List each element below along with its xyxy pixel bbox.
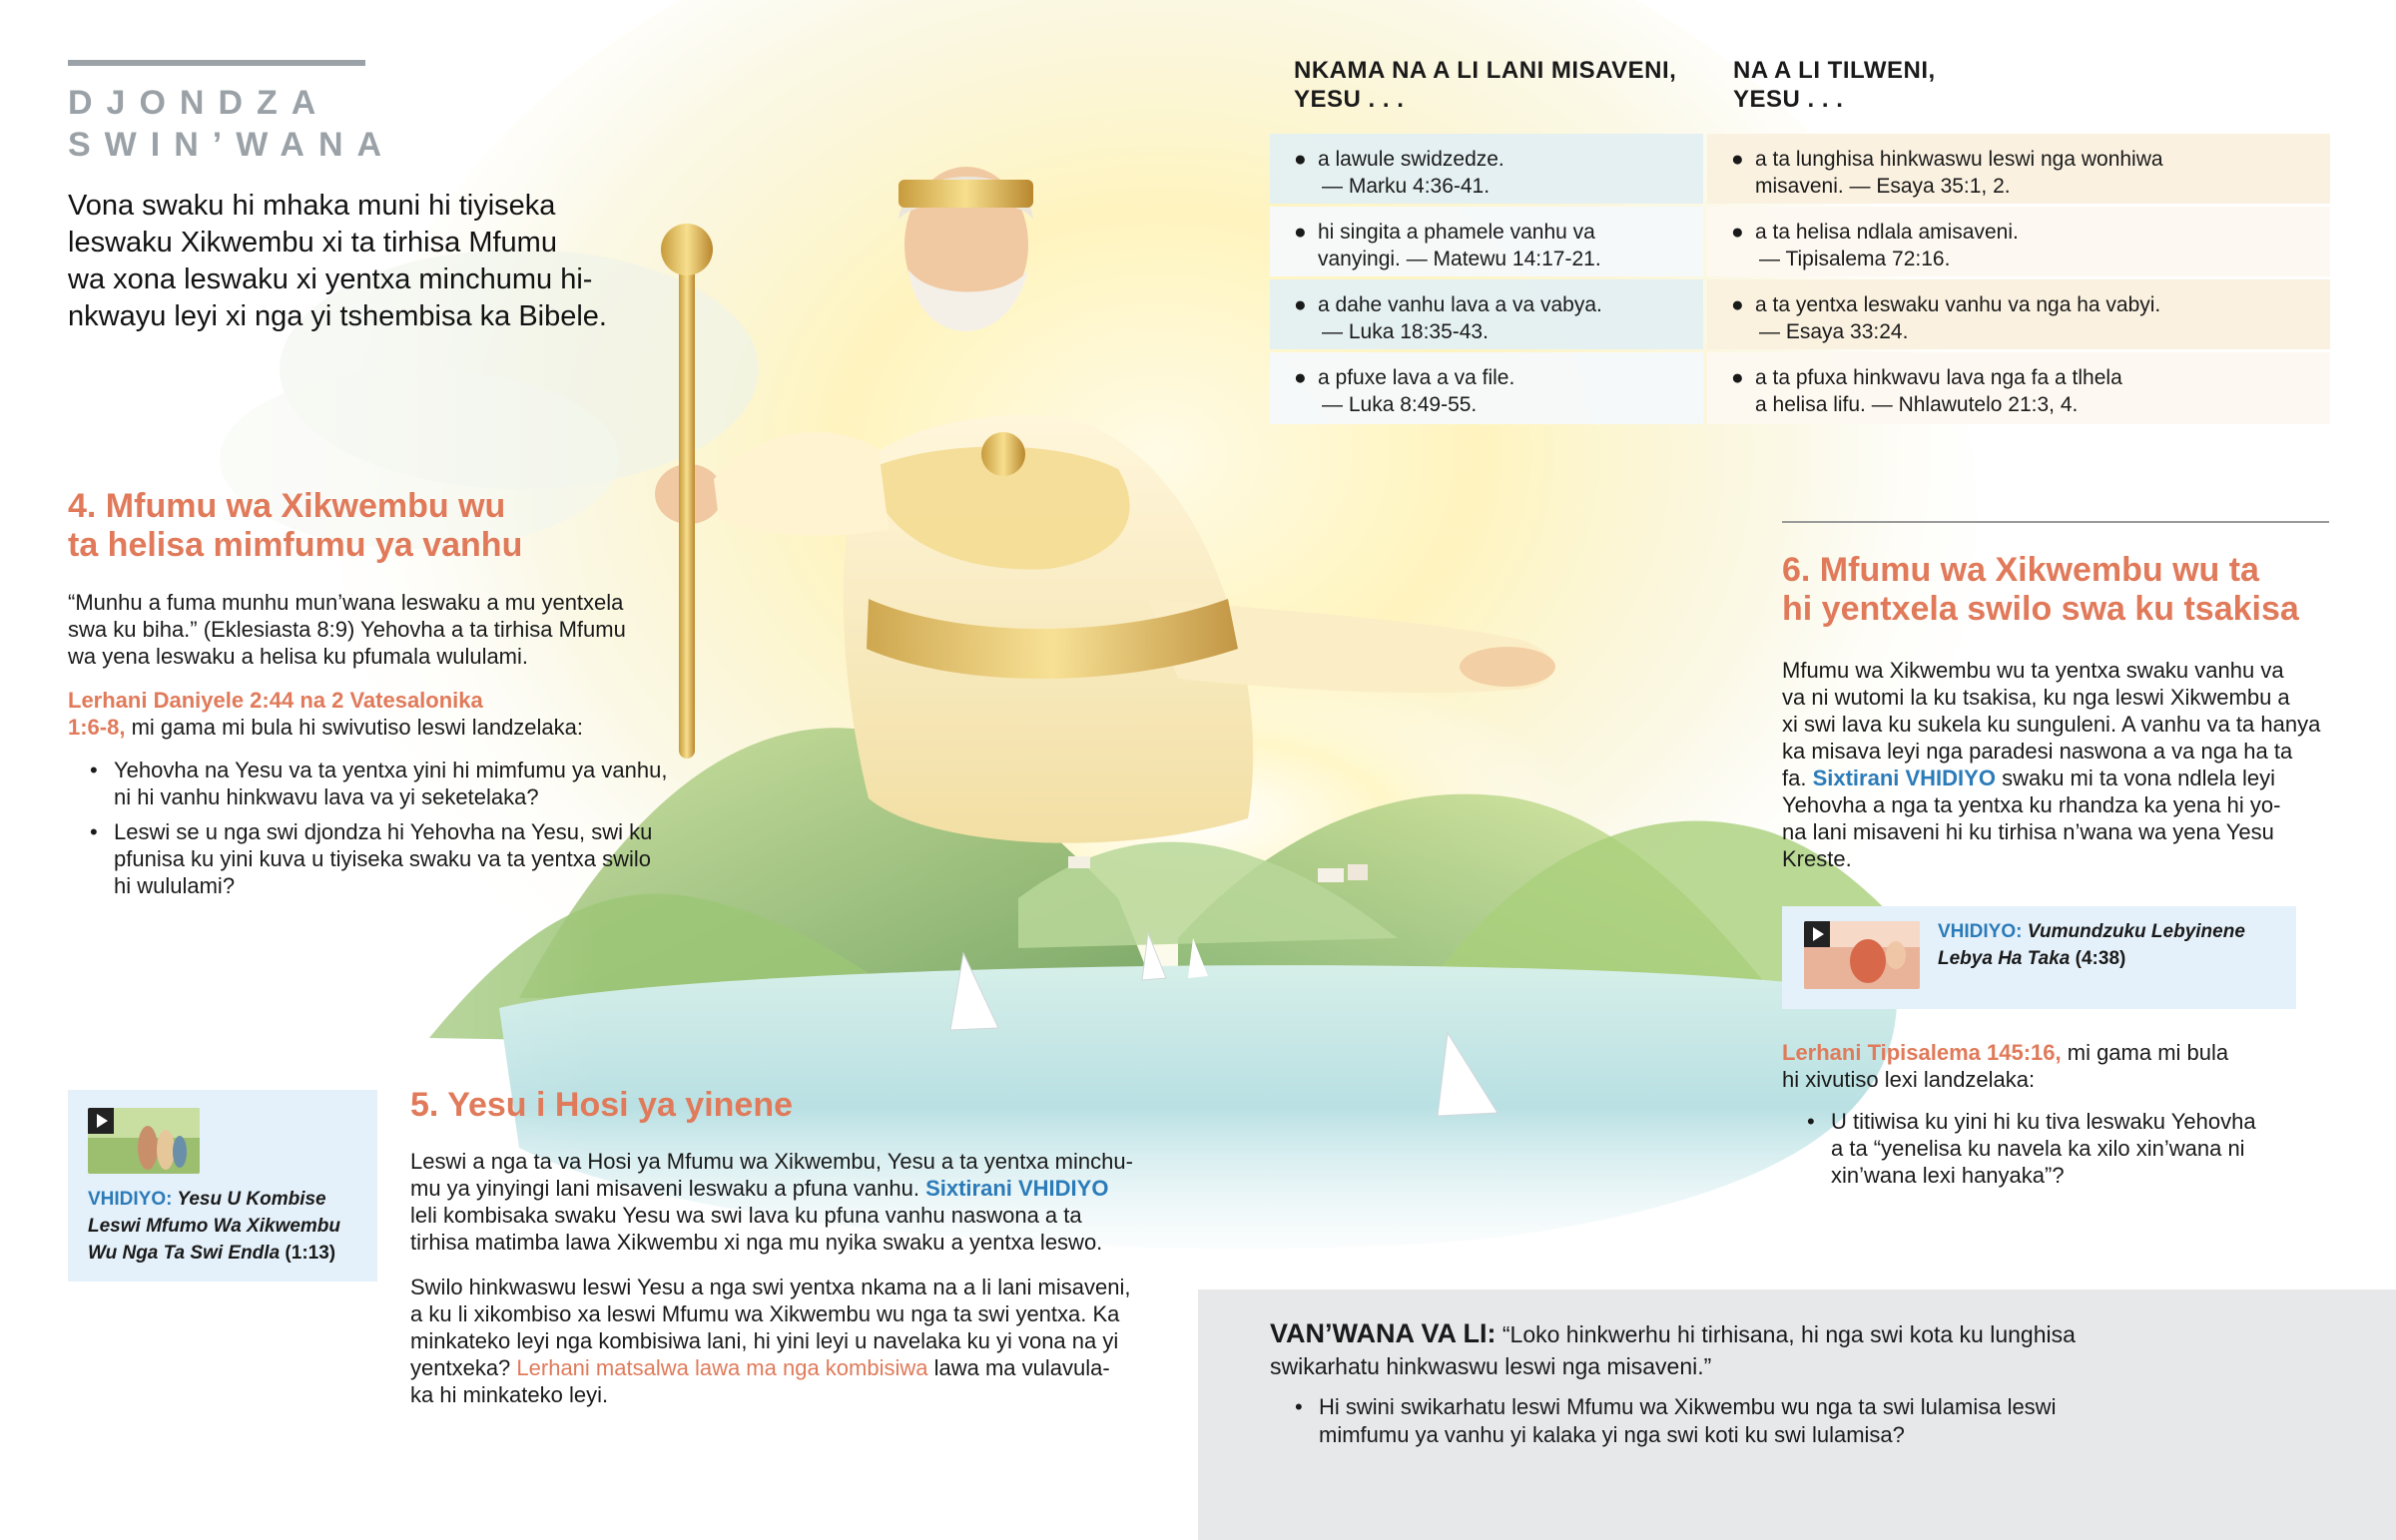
bullet: ● [1731,293,1744,316]
text-line: yentxeka? [410,1355,517,1380]
cell-line: a ta lunghisa hinkwaswu leswi nga wonhiwa [1755,148,2163,171]
section-5-title: 5. Yesu i Hosi ya yinene [410,1086,794,1124]
text-line: pfunisa ku yini kuva u tiyiseka swaku va ta yentxa swilo [114,846,652,871]
cell-line: a ta helisa ndlala amisaveni. [1755,221,2019,244]
video-duration: (1:13) [280,1243,336,1264]
text-line: mu ya yinyingi lani misaveni leswaku a pfuna vanhu. [410,1176,926,1201]
cell-line: — Luka 18:35-43. [1322,320,1489,343]
text-line: Swilo hinkwaswu leswi Yesu a nga swi yentxa nkama na a li lani misaveni, [410,1275,1131,1299]
table-col1-heading [1294,56,1723,114]
heading-line: YESU . . . [1294,86,1405,113]
bullet: ● [1731,366,1744,389]
text-line: lawa ma vulavula- [927,1355,1110,1380]
text-line: swikarhatu hinkwaswu leswi nga misaveni.” [1270,1353,1712,1379]
video-thumbnail[interactable] [1804,921,1920,989]
video-caption [1938,918,2287,972]
text-line: ni hi vanhu hinkwavu lava va yi seketelaka? [114,784,539,809]
cell-line: vanyingi. — Matewu 14:17-21. [1318,248,1601,270]
kicker-rule [68,60,365,66]
video-tag: VHIDIYO: [88,1189,173,1210]
cell-line: hi singita a phamele vanhu va [1318,221,1595,244]
bullet: ● [1731,221,1744,244]
table-cell [1707,134,2330,204]
text-line: • Yehovha na Yesu va ta yentxa yini hi mimfumu ya vanhu, [114,758,668,782]
text-line: mimfumu ya vanhu yi kalaka yi nga swi koti ku swi lulamisa? [1319,1422,1905,1447]
table-cell [1707,279,2330,349]
text-line: va ni wutomi la ku tsakisa, ku nga leswi Xikwembu a [1782,685,2290,710]
cell-line: a pfuxe lava a va file. [1318,366,1515,389]
text-line: • Hi swini swikarhatu leswi Mfumu wa Xikwembu wu nga ta swi lulamisa leswi [1319,1394,2057,1419]
section-4-title [68,487,627,565]
video-title: Vumundzuku Lebyinene [2022,921,2245,942]
table-cell [1270,279,1703,349]
video-caption [88,1186,367,1267]
section-6-rule [1782,521,2329,523]
section-6-questions [1785,1108,2304,1197]
question-item [1273,1393,2351,1449]
text-line: leli kombisaka swaku Yesu wa swi lava ku pfuna vanhu naswona a ta [410,1203,1082,1228]
text-line: xin’wana lexi hanyaka”? [1831,1163,2065,1188]
section-6-read-instruction [1782,1039,2351,1093]
scripture-reference-link[interactable]: Lerhani Daniyele 2:44 na 2 Vatesalonika [68,688,483,713]
heading-line: YESU . . . [1733,86,1844,113]
scripture-reference-link[interactable]: 1:6-8, [68,715,126,740]
section-5-paragraph-2 [410,1274,1149,1408]
text-line: “Loko hinkwerhu hi tirhisana, hi nga swi kota ku lunghisa [1496,1321,2076,1347]
section-4-questions [68,757,687,907]
cell-line: — Marku 4:36-41. [1322,175,1491,198]
video-title: Wu Nga Ta Swi Endla [88,1243,281,1264]
text-line: Leswi a nga ta va Hosi ya Mfumu wa Xikwembu, Yesu a ta yentxa minchu- [410,1149,1133,1174]
play-icon[interactable] [1804,921,1830,947]
text-line: minkateko leyi nga kombisiwa lani, hi yini leyi u navelaka ku yi vona na yi [410,1328,1119,1353]
cell-line: misaveni. — Esaya 35:1, 2. [1755,175,2011,198]
cell-line: a lawule swidzedze. [1318,148,1504,171]
title-line: ta helisa mimfumu ya vanhu [68,526,523,564]
watch-video-link[interactable]: Sixtirani VHIDIYO [1812,766,1996,790]
bullet: ● [1731,148,1744,171]
video-title: Leswi Mfumo Wa Xikwembu [88,1216,341,1237]
text-line: Yehovha a nga ta yentxa ku rhandza ka yena hi yo- [1782,792,2281,817]
video-title: Lebya Ha Taka [1938,948,2071,969]
lesson-kicker [68,82,427,166]
text-line: Mfumu wa Xikwembu wu ta yentxa swaku vanhu va [1782,658,2284,683]
text-line: mi gama mi bula hi swivutiso leswi landzelaka: [125,715,584,740]
bullet: ● [1294,293,1307,316]
others-say-label: VAN’WANA VA LI: [1270,1318,1497,1348]
kicker-line-2: SWIN’WANA [68,126,396,164]
video-card-yesu[interactable] [68,1090,377,1282]
section-4-paragraph [68,589,687,670]
read-scriptures-link[interactable]: Lerhani matsalwa lawa ma nga kombisiwa [516,1355,928,1380]
bullet: ● [1294,221,1307,244]
cell-line: a ta yentxa leswaku vanhu va nga ha vabyi. [1755,293,2161,316]
title-line: hi yentxela swilo swa ku tsakisa [1782,590,2299,628]
others-say-quote [1270,1317,2368,1382]
title-line: 4. Mfumu wa Xikwembu wu [68,487,506,525]
text-line: hi wululami? [114,873,236,898]
section-4-read-instruction [68,687,687,741]
text-line: • U titiwisa ku yini hi ku tiva leswaku Yehovha [1831,1109,2256,1134]
table-cell [1707,207,2330,276]
text-line: a ta “yenelisa ku navela ka xilo xin’wana ni [1831,1136,2245,1161]
text-line: swaku mi ta vona ndlela leyi [1995,766,2275,790]
text-line: xi swi lava ku sukela ku sunguleni. A vanhu va ta hanya [1782,712,2321,737]
cell-line: a helisa lifu. — Nhlawutelo 21:3, 4. [1755,393,2079,416]
table-cell [1270,134,1703,204]
kicker-line-1: DJONDZA [68,84,330,122]
bullet: ● [1294,148,1307,171]
intro-line: leswaku Xikwembu xi ta tirhisa Mfumu [68,227,557,258]
bullet: ● [1294,366,1307,389]
video-title: Yesu U Kombise [172,1189,326,1210]
heading-line: NKAMA NA A LI LANI MISAVENI, [1294,57,1677,84]
text-line: hi xivutiso lexi landzelaka: [1782,1067,2036,1092]
intro-line: nkwayu leyi xi nga yi tshembisa ka Bibele. [68,300,607,332]
video-card-future[interactable] [1782,906,2296,1009]
cell-line: — Esaya 33:24. [1759,320,1909,343]
video-duration: (4:38) [2070,948,2126,969]
table-cell [1270,207,1703,276]
section-6-title [1782,551,2381,629]
play-icon[interactable] [88,1108,114,1134]
scripture-reference-link[interactable]: Lerhani Tipisalema 145:16, [1782,1040,2062,1065]
text-line: “Munhu a fuma munhu mun’wana leswaku a mu yentxela [68,590,624,615]
cell-line: a ta pfuxa hinkwavu lava nga fa a tlhela [1755,366,2122,389]
intro-line: wa xona leswaku xi yentxa minchumu hi- [68,263,593,295]
text-line: • Leswi se u nga swi djondza hi Yehovha na Yesu, swi ku [114,819,653,844]
text-line: a ku li xikombiso xa leswi Mfumu wa Xikwembu wu nga ta swi yentxa. Ka [410,1301,1120,1326]
heading-line: NA A LI TILWENI, [1733,57,1936,84]
cell-line: a dahe vanhu lava a va vabya. [1318,293,1602,316]
table-col2-heading [1733,56,2162,114]
cell-line: — Luka 8:49-55. [1322,393,1478,416]
text-line: tirhisa matimba lawa Xikwembu xi nga mu nyika swaku a yentxa leswo. [410,1230,1103,1255]
question-item [1785,1108,2304,1189]
question-item [68,818,687,899]
watch-video-link[interactable]: Sixtirani VHIDIYO [925,1176,1109,1201]
video-tag: VHIDIYO: [1938,921,2023,942]
title-line: 6. Mfumu wa Xikwembu wu ta [1782,551,2259,589]
section-6-paragraph [1782,657,2351,872]
text-line: ka hi minkateko leyi. [410,1382,609,1407]
text-line: swa ku biha.” (Eklesiasta 8:9) Yehovha a ta tirhisa Mfumu [68,617,626,642]
intro-text [68,188,627,335]
others-say-question [1273,1393,2351,1457]
table-cell [1707,352,2330,424]
question-item [68,757,687,810]
video-thumbnail[interactable] [88,1108,200,1174]
text-line: wa yena leswaku a helisa ku pfumala wululami. [68,644,529,669]
section-5-paragraph-1 [410,1148,1149,1256]
text-line: fa. [1782,766,1813,790]
text-line: ka misava leyi nga paradesi naswona a va nga ha ta [1782,739,2293,764]
table-cell [1270,352,1703,424]
text-line: Kreste. [1782,846,1852,871]
cell-line: — Tipisalema 72:16. [1759,248,1951,270]
text-line: mi gama mi bula [2061,1040,2229,1065]
text-line: na lani misaveni hi ku tirhisa n’wana wa yena Yesu [1782,819,2274,844]
intro-line: Vona swaku hi mhaka muni hi tiyiseka [68,190,556,222]
